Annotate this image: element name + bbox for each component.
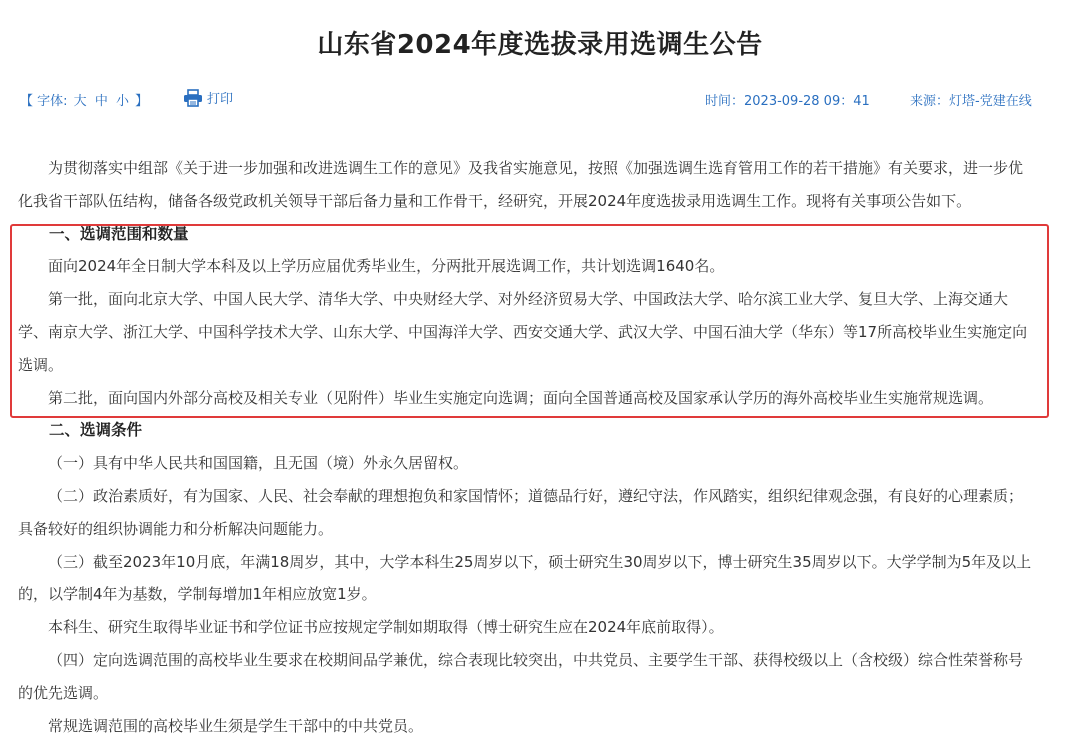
print-label: 打印 [207, 92, 234, 107]
section-heading-conditions: 二、选调条件 [49, 421, 143, 440]
condition-political: （二）政治素质好，有为国家、人民、社会奉献的理想抱负和家国情怀；道德品行好，遵纪守法，作风踏实，组织纪律观念强，有良好的心理素质；具备较好的组织协调能力和分析解决问题能力。 [18, 486, 1024, 538]
font-size-label: 【 字体: [20, 94, 68, 109]
paragraph-first-batch: 第一批，面向北京大学、中国人民大学、清华大学、中央财经大学、对外经济贸易大学、中国政法大学、哈尔滨工业大学、复旦大学、上海交通大学、南京大学、浙江大学、中国科学技术大学、山东大学、中国海洋大学、西安交通大学、武汉大学、中国石油大学（华东）等17所高校毕业生实施定向选调。 [18, 290, 1028, 374]
font-size-close: 】 [135, 94, 149, 109]
article-meta [0, 88, 1080, 110]
intro-paragraph: 为贯彻落实中组部《关于进一步加强和改进选调生工作的意见》及我省实施意见，按照《加强选调生选育管用工作的若干措施》有关要求，进一步优化我省干部队伍结构，储备各级党政机关领导干部后备力量和工作骨干，经研究，开展2024年度选拔录用选调生工作。现将有关事项公告如下。 [18, 159, 1024, 210]
article-source: 来源：灯塔-党建在线 [910, 94, 1032, 109]
font-size-small[interactable]: 小 [115, 94, 129, 109]
article-body [18, 152, 1036, 742]
article-title: 山东省2024年度选拔录用选调生公告 [317, 30, 763, 61]
font-size-medium[interactable]: 中 [94, 94, 108, 109]
printer-icon [183, 89, 203, 107]
condition-targeted: （四）定向选调范围的高校毕业生要求在校期间品学兼优，综合表现比较突出，中共党员、主要学生干部、获得校级以上（含校级）综合性荣誉称号的优先选调。 [18, 650, 1024, 702]
font-size-large[interactable]: 大 [73, 94, 87, 109]
paragraph-second-batch: 第二批，面向国内外部分高校及相关专业（见附件）毕业生实施定向选调；面向全国普通高校及国家承认学历的海外高校毕业生实施常规选调。 [48, 388, 994, 407]
font-size-switcher [20, 90, 148, 109]
section-heading-scope: 一、选调范围和数量 [49, 224, 189, 243]
print-button[interactable] [183, 88, 233, 107]
condition-nationality: （一）具有中华人民共和国国籍，且无国（境）外永久居留权。 [48, 454, 469, 473]
condition-regular: 常规选调范围的高校毕业生须是学生干部中的中共党员。 [48, 716, 424, 735]
publish-time: 时间：2023-09-28 09：41 [705, 94, 870, 109]
paragraph-total-quota: 面向2024年全日制大学本科及以上学历应届优秀毕业生，分两批开展选调工作，共计划选调1640名。 [48, 257, 725, 276]
condition-degree: 本科生、研究生取得毕业证书和学位证书应按规定学制如期取得（博士研究生应在2024年底前取得）。 [48, 618, 724, 637]
condition-age: （三）截至2023年10月底，年满18周岁，其中，大学本科生25周岁以下，硕士研究生30周岁以下，博士研究生35周岁以下。大学学制为5年及以上的，以学制4年为基数，学制每增加1年相应放宽1岁。 [18, 552, 1032, 604]
